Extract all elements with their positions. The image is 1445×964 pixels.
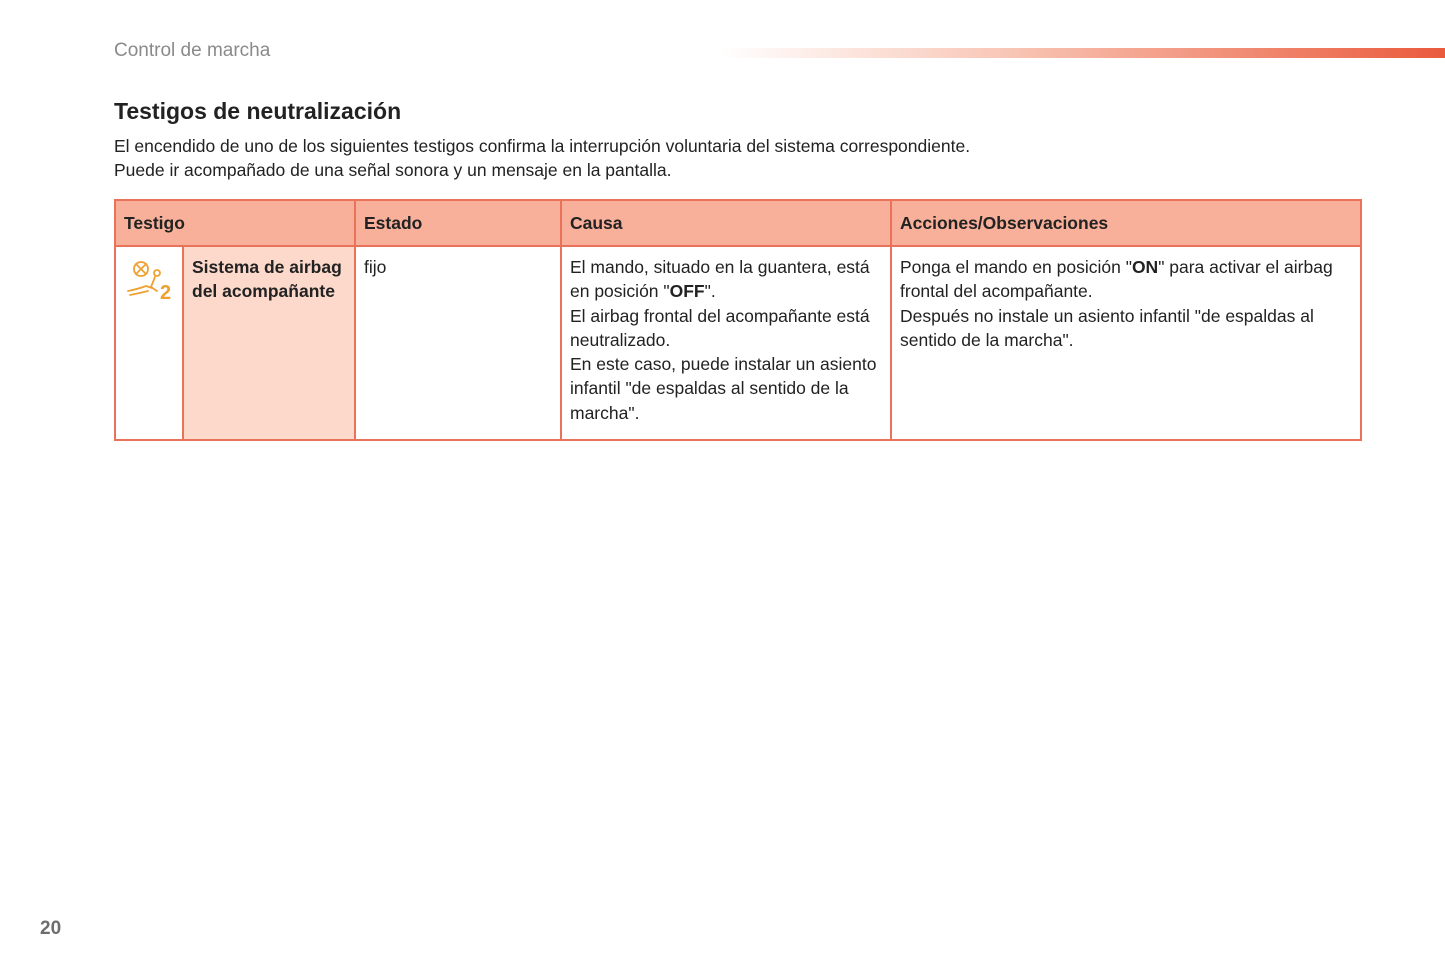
intro-line-1: El encendido de uno de los siguientes testigos confirma la interrupción voluntaria del sistema correspondiente. <box>114 136 971 156</box>
acciones-text-1: Ponga el mando en posición " <box>900 257 1132 277</box>
page-number: 20 <box>40 918 62 939</box>
header-accent-bar <box>720 48 1445 58</box>
page-heading: Testigos de neutralización <box>114 98 402 124</box>
causa-text-2: El airbag frontal del acompañante está neutralizado. <box>570 305 870 350</box>
section-title: Control de marcha <box>114 40 271 61</box>
column-header-causa: Causa <box>561 200 891 246</box>
table-row <box>115 246 1361 440</box>
column-header-acciones: Acciones/Observaciones <box>891 200 1361 246</box>
acciones-text-2: Después no instale un asiento infantil "de espaldas al sentido de la marcha". <box>900 305 1314 350</box>
passenger-airbag-off-icon <box>124 255 178 303</box>
causa-text-1: El mando, situado en la guantera, está en posición " <box>570 257 870 302</box>
causa-cell <box>561 246 891 440</box>
svg-text:2: 2 <box>160 282 172 303</box>
causa-off-value: OFF <box>669 281 705 302</box>
intro-text <box>114 134 970 182</box>
acciones-cell <box>891 246 1361 440</box>
column-header-testigo: Testigo <box>115 200 355 246</box>
intro-line-2: Puede ir acompañado de una señal sonora y un mensaje en la pantalla. <box>114 160 672 180</box>
causa-text-3: En este caso, puede instalar un asiento infantil "de espaldas al sentido de la marcha". <box>570 354 877 423</box>
estado-value: fijo <box>355 246 561 440</box>
icon-cell <box>115 246 183 440</box>
table-header-row <box>115 200 1361 246</box>
warning-lights-table <box>114 199 1362 441</box>
system-name: Sistema de airbag del acompañante <box>183 246 355 440</box>
column-header-estado: Estado <box>355 200 561 246</box>
causa-text-1-end: ". <box>704 281 716 302</box>
acciones-text-1-end: " para activar el airbag frontal del acompañante. <box>900 257 1333 302</box>
acciones-on-value: ON <box>1131 257 1159 277</box>
